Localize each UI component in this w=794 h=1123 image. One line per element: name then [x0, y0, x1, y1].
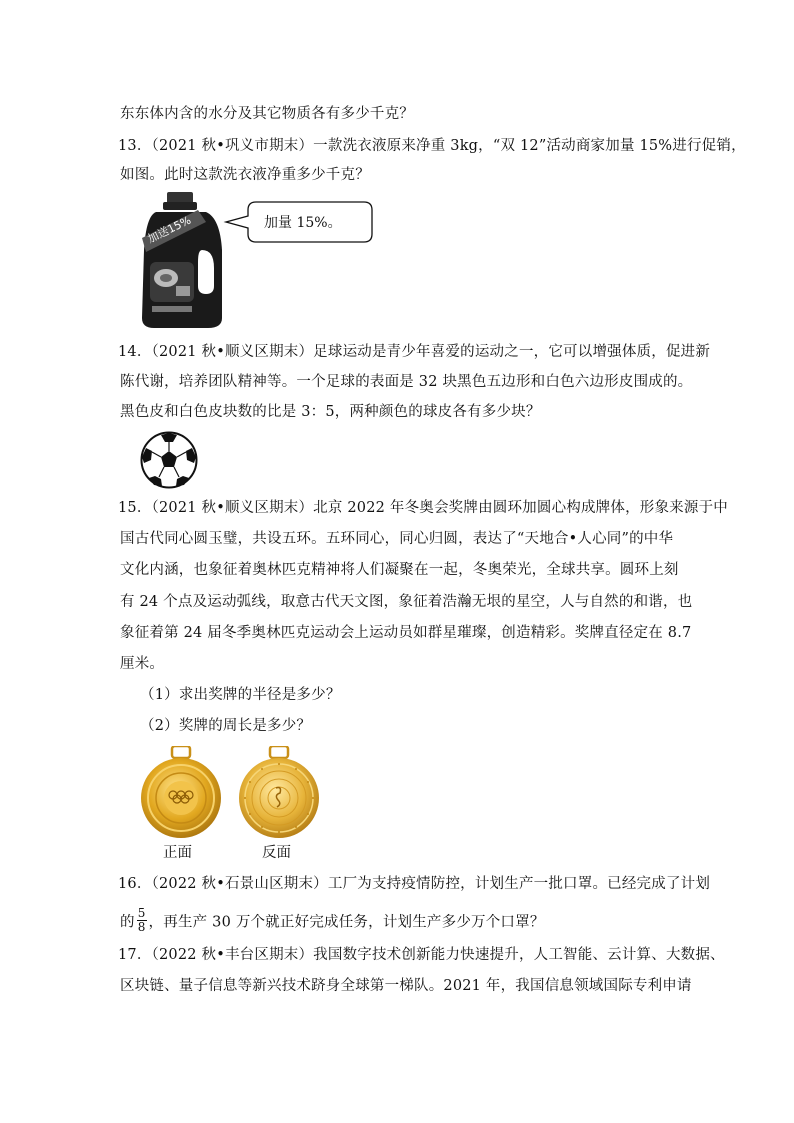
caption-back: 反面: [262, 845, 291, 861]
fraction-numerator: 5: [137, 906, 146, 920]
detergent-bottle-illustration: [136, 190, 376, 330]
q13-line-2: 如图。此时这款洗衣液净重多少千克？: [120, 167, 370, 183]
q15-line-1: 15．（2021 秋•顺义区期末）北京 2022 年冬奥会奖牌由圆环加圆心构成牌体，形象来源于中: [118, 500, 728, 516]
soccer-ball-figure: [139, 430, 199, 490]
fraction-denominator: 8: [137, 920, 146, 934]
q15-line-3: 文化内涵，也象征着奥林匹克精神将人们凝聚在一起，冬奥荣光，全球共享。圆环上刻: [120, 562, 679, 578]
q14-line-2: 陈代谢，培养团队精神等。一个足球的表面是 32 块黑色五边形和白色六边形皮围成的。: [120, 374, 693, 390]
q15-sub-2: （2）奖牌的周长是多少？: [140, 718, 312, 734]
q13-line-1: 13．（2021 秋•巩义市期末）一款洗衣液原来净重 3kg，“双 12”活动商家加量 15%进行促销，: [118, 138, 746, 154]
q15-sub-1: （1）求出奖牌的半径是多少？: [140, 687, 341, 703]
q15-line-2: 国古代同心圆玉璧，共设五环。五环同心，同心归圆，表达了“天地合•人心同”的中华: [120, 531, 674, 547]
q17-line-1: 17．（2022 秋•丰台区期末）我国数字技术创新能力快速提升，人工智能、云计算、大数据、: [118, 947, 725, 963]
q16-line-1: 16．（2022 秋•石景山区期末）工厂为支持疫情防控，计划生产一批口罩。已经完成了计划: [118, 876, 711, 892]
fraction-five-eighths: [137, 907, 147, 934]
q14-line-3: 黑色皮和白色皮块数的比是 3：5，两种颜色的球皮各有多少块？: [120, 404, 541, 420]
q14-line-1: 14．（2021 秋•顺义区期末）足球运动是青少年喜爱的运动之一，它可以增强体质，促进新: [118, 344, 711, 360]
q15-line-6: 厘米。: [120, 656, 165, 672]
soccer-ball-icon: [139, 430, 199, 490]
q15-line-5: 象征着第 24 届冬季奥林匹克运动会上运动员如群星璀璨，创造精彩。奖牌直径定在 8.7: [120, 625, 692, 641]
q16-line-2-prefix: 的: [120, 914, 135, 931]
bottle-stripe: [152, 306, 192, 312]
medal-back-icon: [236, 746, 322, 842]
q15-line-4: 有 24 个点及运动弧线，取意古代天文图，象征着浩瀚无垠的星空，人与自然的和谐，也: [120, 594, 693, 610]
caption-front: 正面: [163, 845, 192, 861]
bottle-handle: [198, 250, 214, 294]
medal-front-icon: [138, 746, 224, 842]
q16-line-2: [120, 906, 545, 936]
medal-back-figure: [236, 746, 322, 842]
detergent-figure: [136, 190, 376, 330]
bottle-label: 加送15%: [145, 213, 194, 246]
medal-front-figure: [138, 746, 224, 842]
q17-line-2: 区块链、量子信息等新兴技术跻身全球第一梯队。2021 年，我国信息领域国际专利申请: [120, 978, 692, 994]
bottle-neck: [163, 202, 197, 210]
bubble-text: 加量 15%。: [264, 215, 342, 231]
q16-line-2-suffix: ，再生产 30 万个就正好完成任务，计划生产多少万个口罩？: [148, 914, 545, 931]
bottle-graphic: [176, 286, 190, 296]
q12-tail-line: 东东体内含的水分及其它物质各有多少千克？: [120, 106, 414, 122]
